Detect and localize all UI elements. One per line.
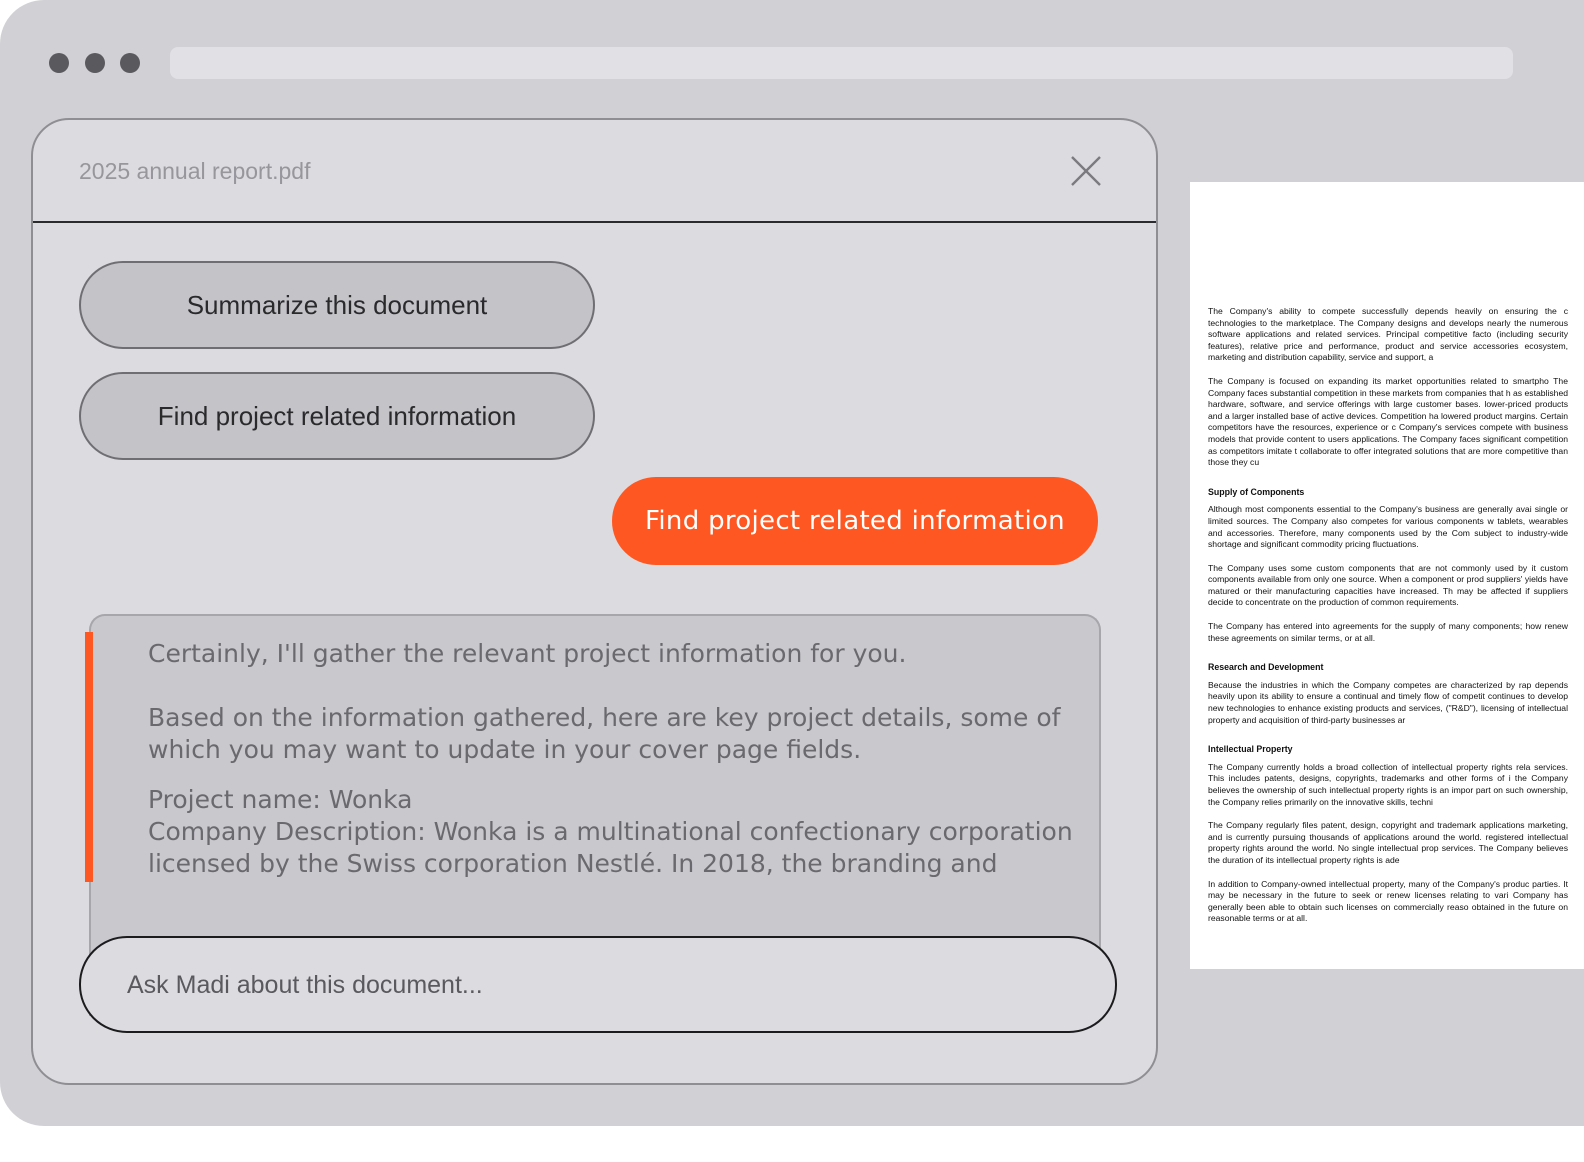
assistant-line: Certainly, I'll gather the relevant project information for you. — [148, 639, 907, 668]
pdf-body — [1208, 306, 1568, 937]
pdf-paragraph: Although most components essential to the Company's business are generally avai single or limited sources. The Company also competes for various components w tablets, wearables and accessories. Therefore, many components used by the Com subject to industry-wide shortage and significant commodity pricing fluctuations. — [1208, 504, 1568, 550]
pdf-heading: Intellectual Property — [1208, 744, 1293, 755]
assistant-line: Project name: Wonka — [148, 785, 413, 814]
assistant-line: Based on the information gathered, here are key project details, some of which you may want to update in your cover page fields. — [148, 703, 1061, 764]
response-accent-bar — [85, 632, 93, 882]
ask-field[interactable] — [79, 936, 1117, 1033]
address-bar[interactable] — [170, 47, 1513, 79]
user-message-bubble: Find project related information — [612, 477, 1098, 565]
pdf-paragraph: In addition to Company-owned intellectual property, many of the Company's produc parties. It may be necessary in the future to seek or renew licenses relating to vari Company has generally been able to obtain such licenses on commercially reaso obtained in the future on reasonable terms or at all. — [1208, 878, 1568, 924]
assistant-response-text — [148, 638, 1078, 880]
summarize-button[interactable]: Summarize this document — [79, 261, 595, 349]
pdf-paragraph: The Company currently holds a broad collection of intellectual property rights rela services. This includes patents, designs, copyrights, trademarks and other forms of i the Company believes the ownership of such intellectual property rights is an impor part on such ownership, the Company relies primarily on the innovative skills, techni — [1208, 761, 1568, 807]
pdf-paragraph: The Company is focused on expanding its market opportunities related to smartpho The Company faces substantial competition in these markets from companies that h as established hardware, software, and service offerings with large customer bases. lower-priced products and a larger installed base of active devices. Competition ha lowered product margins. Certain competitors have the resources, experience or c Company's services compete with business models that provide content to users applications. The Company faces significant competition as competitors imitate t collaborate to offer integrated solutions that are more competitive than those they cu — [1208, 375, 1568, 468]
close-icon[interactable] — [1069, 154, 1103, 188]
window-close-dot[interactable] — [49, 53, 69, 73]
pdf-paragraph: The Company uses some custom components that are not commonly used by it custom components available from only one source. When a component or prod suppliers' yields have matured or their manufacturing capacities have increased. Th may be affected if suppliers decide to concentrate on the production of common requirements. — [1208, 562, 1568, 608]
pdf-paragraph: The Company has entered into agreements for the supply of many components; how renew these agreements on similar terms, or at all. — [1208, 621, 1568, 643]
pdf-heading: Supply of Components — [1208, 486, 1305, 497]
ask-input[interactable] — [125, 964, 1029, 1006]
pdf-paragraph: The Company regularly files patent, design, copyright and trademark applications marketing, and is currently pursuing thousands of applications around the world. registered intellectual property rights around the world. No single intellectual prop services. The Company believes the duration of its intellectual property rights is ade — [1208, 820, 1568, 865]
window-minimize-dot[interactable] — [85, 53, 105, 73]
assistant-line: Company Description: Wonka is a multinational confectionary corporation licensed by the Swiss corporation Nestlé. In 2018, the branding and — [148, 817, 1073, 878]
pdf-heading: Research and Development — [1208, 662, 1324, 673]
pdf-paragraph: The Company's ability to compete successfully depends heavily on ensuring the c technologies to the marketplace. The Company designs and develops nearly the numerous software applications and related services. Principal competitive facto (including security features), relative price and performance, product and service accessories ecosystem, marketing and distribution capability, service and support, a — [1208, 306, 1568, 363]
find-project-info-button[interactable]: Find project related information — [79, 372, 595, 460]
panel-header — [33, 120, 1156, 223]
pdf-preview-page — [1190, 182, 1584, 969]
assistant-panel — [31, 118, 1158, 1085]
window-zoom-dot[interactable] — [120, 53, 140, 73]
pdf-paragraph: Because the industries in which the Company competes are characterized by rap depends heavily upon its ability to ensure a continual and timely flow of competit continues to develop new technologies to enhance existing products and services, ("R&D"), licensing of intellectual property and acquisition of third-party businesses ar — [1208, 679, 1568, 725]
document-title: 2025 annual report.pdf — [79, 158, 311, 184]
